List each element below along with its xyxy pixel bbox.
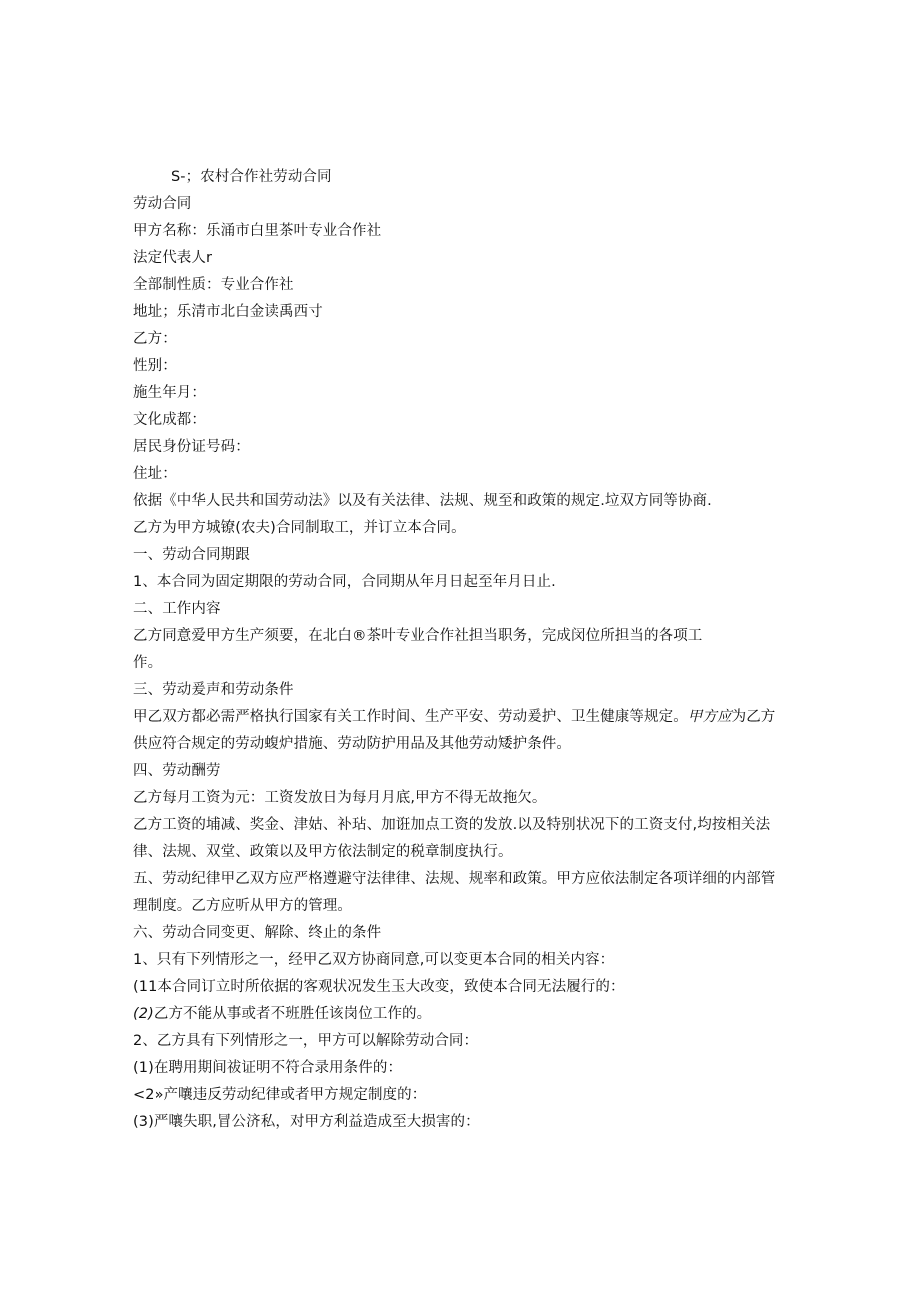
section-1-clause-1: 1、本合同为固定期限的劳动合同，合同期从年月日起至年月日止.: [133, 574, 556, 590]
section-3-heading: 三、劳动爰声和劳动条件: [133, 682, 294, 698]
ownership-type: 全部制性质：专业合作社: [133, 277, 294, 293]
party-b-label: 乙方：: [133, 331, 177, 347]
section-6-clause-2-item-1: (1)在聘用期间祓证明不符合录用条件的：: [133, 1060, 403, 1076]
section-3-text-start: 甲乙双方都必需严格执行国家有关工作时间、生产平安、劳动爰护、卫生健康等规定。: [133, 709, 688, 725]
birth-date-label: 施生年月：: [133, 385, 206, 401]
preamble-line-2: 乙方为甲方城镣(农夫)合同制取工，并订立本合同。: [133, 520, 466, 536]
item-2-number: (2): [133, 1006, 154, 1022]
residence-label: 住址：: [133, 466, 177, 482]
section-2-text-line-1: 乙方同意爱甲方生产须要，在北白®茶叶专业合作社担当职务，完成闵位所担当的各项工: [133, 628, 703, 644]
item-2-text: 乙方不能从事或者不班胜任该岗位工作的。: [153, 1006, 432, 1022]
section-5-line-2: 理制度。乙方应听从甲方的管理。: [133, 898, 352, 914]
contract-title: 劳动合同: [133, 196, 192, 212]
section-2-text-line-2: 作。: [133, 655, 163, 671]
section-6-clause-2-item-3: (3)严嚷失职,冒公济私，对甲方利益造成至大损害的：: [133, 1114, 480, 1130]
section-6-clause-1: 1、只有下列情形之一，经甲乙双方协商同意,可以变更本合同的相关内容：: [133, 952, 615, 968]
section-6-clause-1-item-2: [133, 1001, 813, 1028]
section-5-line-1: 五、劳动纪律甲乙双方应严格遵避守法律律、法规、规率和政策。甲方应依法制定各项详细的内部管: [133, 871, 776, 887]
preamble-line-1: 依据《中华人民共和国劳动法》以及有关法律、法规、规至和政策的规定.垃双方同等协商.: [133, 493, 712, 509]
section-4-heading: 四、劳动酬劳: [133, 763, 221, 779]
section-3-text-line-1: [133, 704, 813, 731]
section-3-text-line-2: 供应符合规定的劳动蝮炉措施、劳动防护用品及其他劳动矮护条件。: [133, 736, 571, 752]
id-number-label: 居民身份证号码：: [133, 439, 250, 455]
gender-label: 性别：: [133, 358, 177, 374]
section-6-heading: 六、劳动合同变更、解除、终止的条件: [133, 925, 382, 941]
section-4-wage-detail-line-1: 乙方工资的埔减、奖金、津姑、补玷、加诳加点工资的发放.以及特别状况下的工资支付,均按相关法: [133, 817, 771, 833]
party-a-name: 甲方名称：乐涌市白里茶叶专业合作社: [133, 223, 382, 239]
legal-representative: 法定代表人r: [133, 250, 213, 266]
section-3-text-italic: 甲方应: [687, 709, 732, 725]
section-6-clause-1-item-1: (11本合同订立时所依据的客观状况发生玉大改变，致使本合同无法履行的：: [133, 979, 625, 995]
section-3-text-end: 为乙方: [731, 709, 776, 725]
section-6-clause-2-item-2: <2»产嚷违反劳动纪律或者甲方规定制度的：: [133, 1087, 427, 1103]
section-2-heading: 二、工作内容: [133, 601, 221, 617]
contract-body: [133, 164, 813, 1136]
section-1-heading: 一、劳动合同期跟: [133, 547, 250, 563]
document-heading: S-；农村合作社劳动合同: [171, 169, 332, 185]
party-a-address: 地址；乐清市北白金读禹西寸: [133, 304, 323, 320]
section-4-wage: 乙方每月工资为元：工资发放日为每月月底,甲方不得无故拖欠。: [133, 790, 547, 806]
section-4-wage-detail-line-2: 律、法规、双堂、政策以及甲方依法制定的税章制度执行。: [133, 844, 513, 860]
section-6-clause-2: 2、乙方具有下列情形之一，甲方可以解除劳动合同：: [133, 1033, 479, 1049]
education-label: 文化成都：: [133, 412, 206, 428]
